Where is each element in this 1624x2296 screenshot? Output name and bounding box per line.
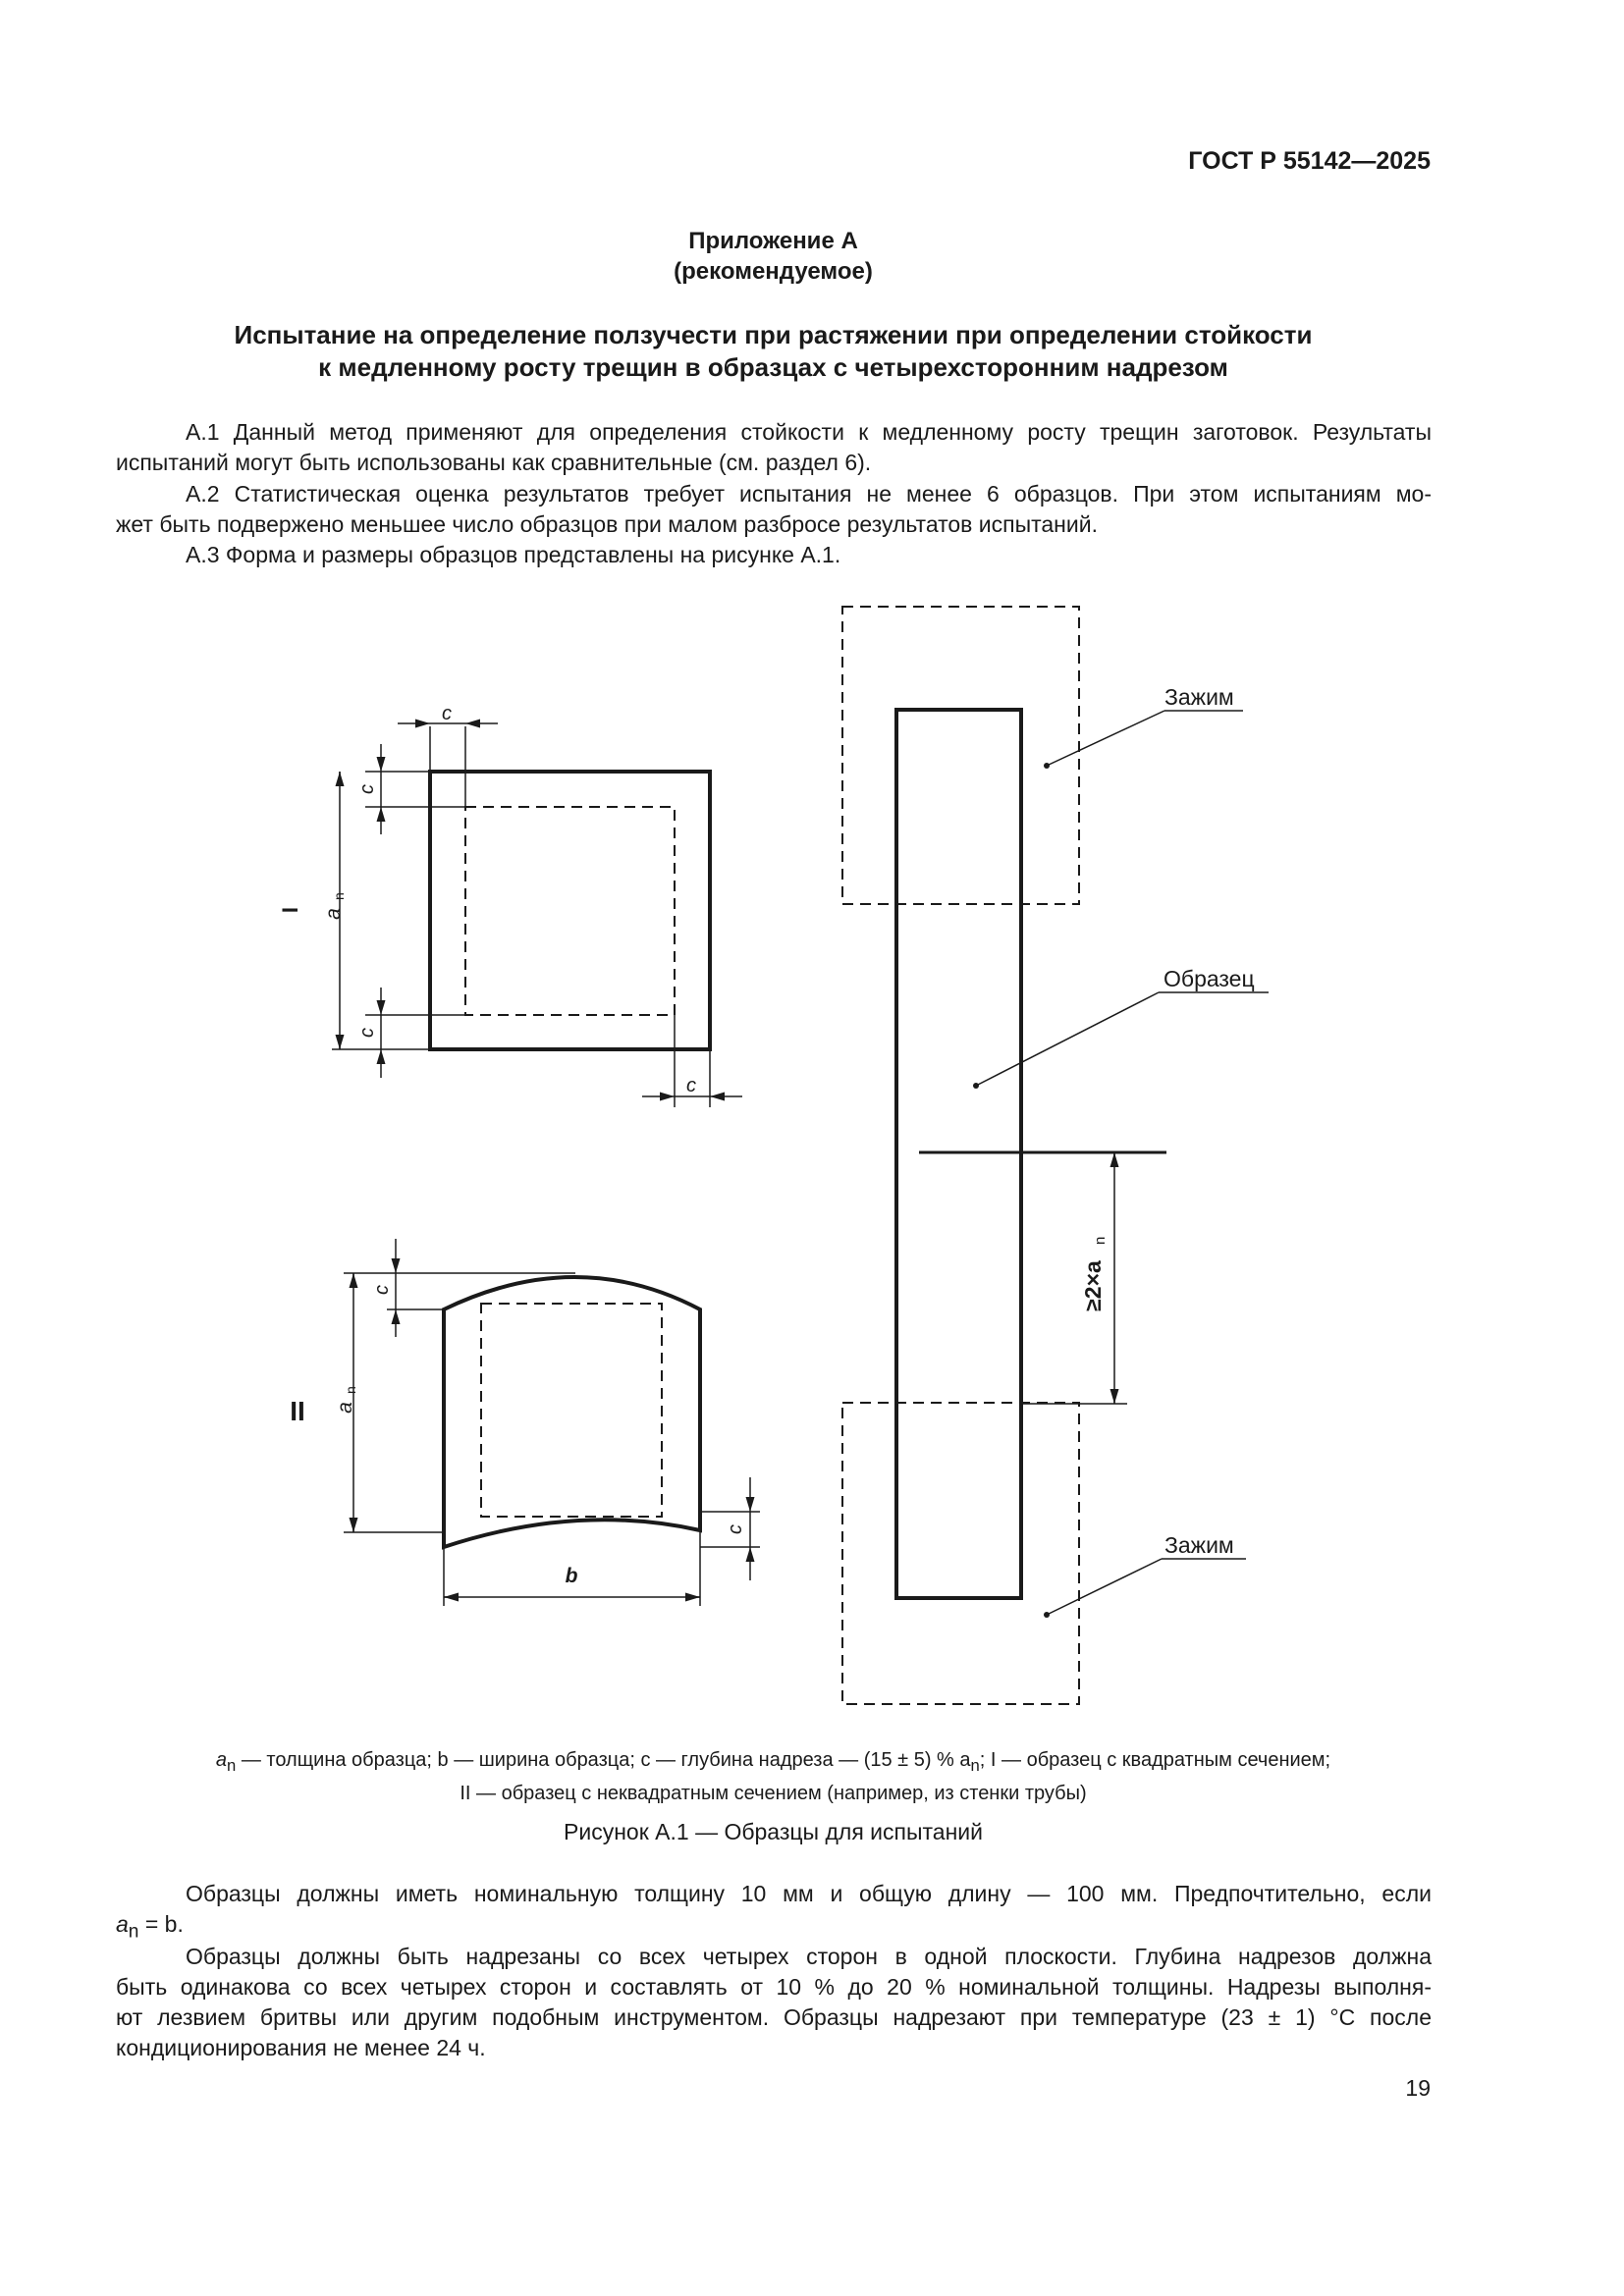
appendix-status: (рекомендуемое): [674, 258, 873, 285]
paragraph-line: кондиционирования не менее 24 ч.: [116, 2035, 486, 2060]
page-number: 19: [1405, 2075, 1431, 2101]
paragraph-a2: [116, 479, 1432, 540]
paragraph-line: Образцы должны быть надрезаны со всех четырех сторон в одной плоскости. Глубина надрезов должна: [186, 1944, 1432, 1969]
dim-c-left-bottom: c: [356, 1028, 378, 1038]
paragraph-body-1: [116, 1879, 1432, 1948]
body-text: = b.: [138, 1911, 184, 1937]
body-an-sub: n: [128, 1921, 139, 1943]
legend-line-2: II — образец с неквадратным сечением (например, из стенки трубы): [460, 1783, 1087, 1804]
dim-an-label: a: [322, 908, 345, 920]
paragraph-line: А.2 Статистическая оценка результатов требует испытания не менее 6 образцов. При этом испытаниям мо-: [186, 481, 1432, 507]
dim-an-section-2: [334, 1386, 358, 1414]
dim-c-top: c: [442, 703, 452, 724]
section-title-line-1: Испытание на определение ползучести при растяжении при определении стойкости: [234, 320, 1313, 349]
specimen-section-1: [332, 723, 742, 1107]
paragraph-line: жет быть подвержено меньшее число образцов при малом разбросе результатов испытаний.: [116, 511, 1098, 537]
dim-an-subscript: n: [331, 892, 347, 900]
specimen-section-2: [344, 1239, 760, 1606]
dim-an-label: a: [334, 1402, 356, 1414]
dim-c-bottom: c: [686, 1075, 696, 1096]
paragraph-line: А.1 Данный метод применяют для определения стойкости к медленному росту трещин заготовок. Результаты: [186, 419, 1432, 445]
label-specimen: Образец: [1164, 966, 1255, 991]
legend-an: a: [215, 1749, 228, 1771]
figure-legend: [98, 1746, 1448, 1808]
body-an: a: [116, 1911, 129, 1937]
section-2-label: II: [290, 1396, 305, 1426]
dim-an-subscript: n: [343, 1386, 358, 1394]
clamp-top: [842, 607, 1079, 904]
legend-text: ; I — образец с квадратным сечением;: [979, 1749, 1331, 1771]
section-title-line-2: к медленному росту трещин в образцах с четырехсторонним надрезом: [318, 352, 1228, 382]
dim-c-left-top: c: [356, 784, 378, 794]
paragraph-line: быть одинакова со всех четырех сторон и составлять от 10 % до 20 % номинальной толщины. Надрезы выполня-: [116, 1974, 1432, 2000]
leader-dot-clamp-bottom: [1044, 1612, 1050, 1618]
paragraph-a3: [116, 540, 1432, 570]
paragraph-line: ют лезвием бритвы или другим подобным инструментом. Образцы надрезают при температуре (23 ± 1) °С после: [116, 2004, 1432, 2030]
paragraph-line: испытаний могут быть использованы как сравнительные (см. раздел 6).: [116, 450, 872, 475]
label-clamp-bottom: Зажим: [1164, 1532, 1234, 1558]
paragraph-line: А.3 Форма и размеры образцов представлены на рисунке А.1.: [186, 542, 841, 567]
clamp-bottom: [842, 1403, 1079, 1704]
legend-an-sub: n: [970, 1756, 980, 1775]
section-1-label: I: [278, 906, 302, 914]
dim-gauge-length: [1080, 1237, 1109, 1311]
dim-c-section-2-top: c: [371, 1285, 393, 1295]
paragraph-line: Образцы должны иметь номинальную толщину 10 мм и общую длину — 100 мм. Предпочтительно, если: [186, 1881, 1432, 1906]
label-clamp-top: Зажим: [1164, 684, 1234, 710]
paragraph-a1: [116, 417, 1432, 478]
leader-dot-specimen: [973, 1083, 979, 1089]
dim-b-label: b: [565, 1565, 578, 1587]
dim-an-section-1: [322, 892, 347, 920]
legend-text: — толщина образца; b — ширина образца; c — глубина надреза — (15 ± 5) % a: [236, 1749, 971, 1771]
figure-a1-drawing: [0, 579, 1624, 1728]
figure-caption: Рисунок А.1 — Образцы для испытаний: [564, 1819, 983, 1844]
appendix-title: Приложение А: [688, 228, 858, 254]
dim-c-section-2-right: c: [725, 1524, 746, 1534]
dim-gauge-subscript: n: [1092, 1236, 1109, 1245]
legend-an-sub: n: [227, 1756, 237, 1775]
dim-gauge-label: ≥2×a: [1080, 1260, 1106, 1311]
document-code: ГОСТ Р 55142—2025: [1188, 147, 1431, 175]
leader-dot-clamp-top: [1044, 763, 1050, 769]
legend-line-1: [215, 1749, 1331, 1775]
paragraph-body-2: [116, 1942, 1432, 2063]
